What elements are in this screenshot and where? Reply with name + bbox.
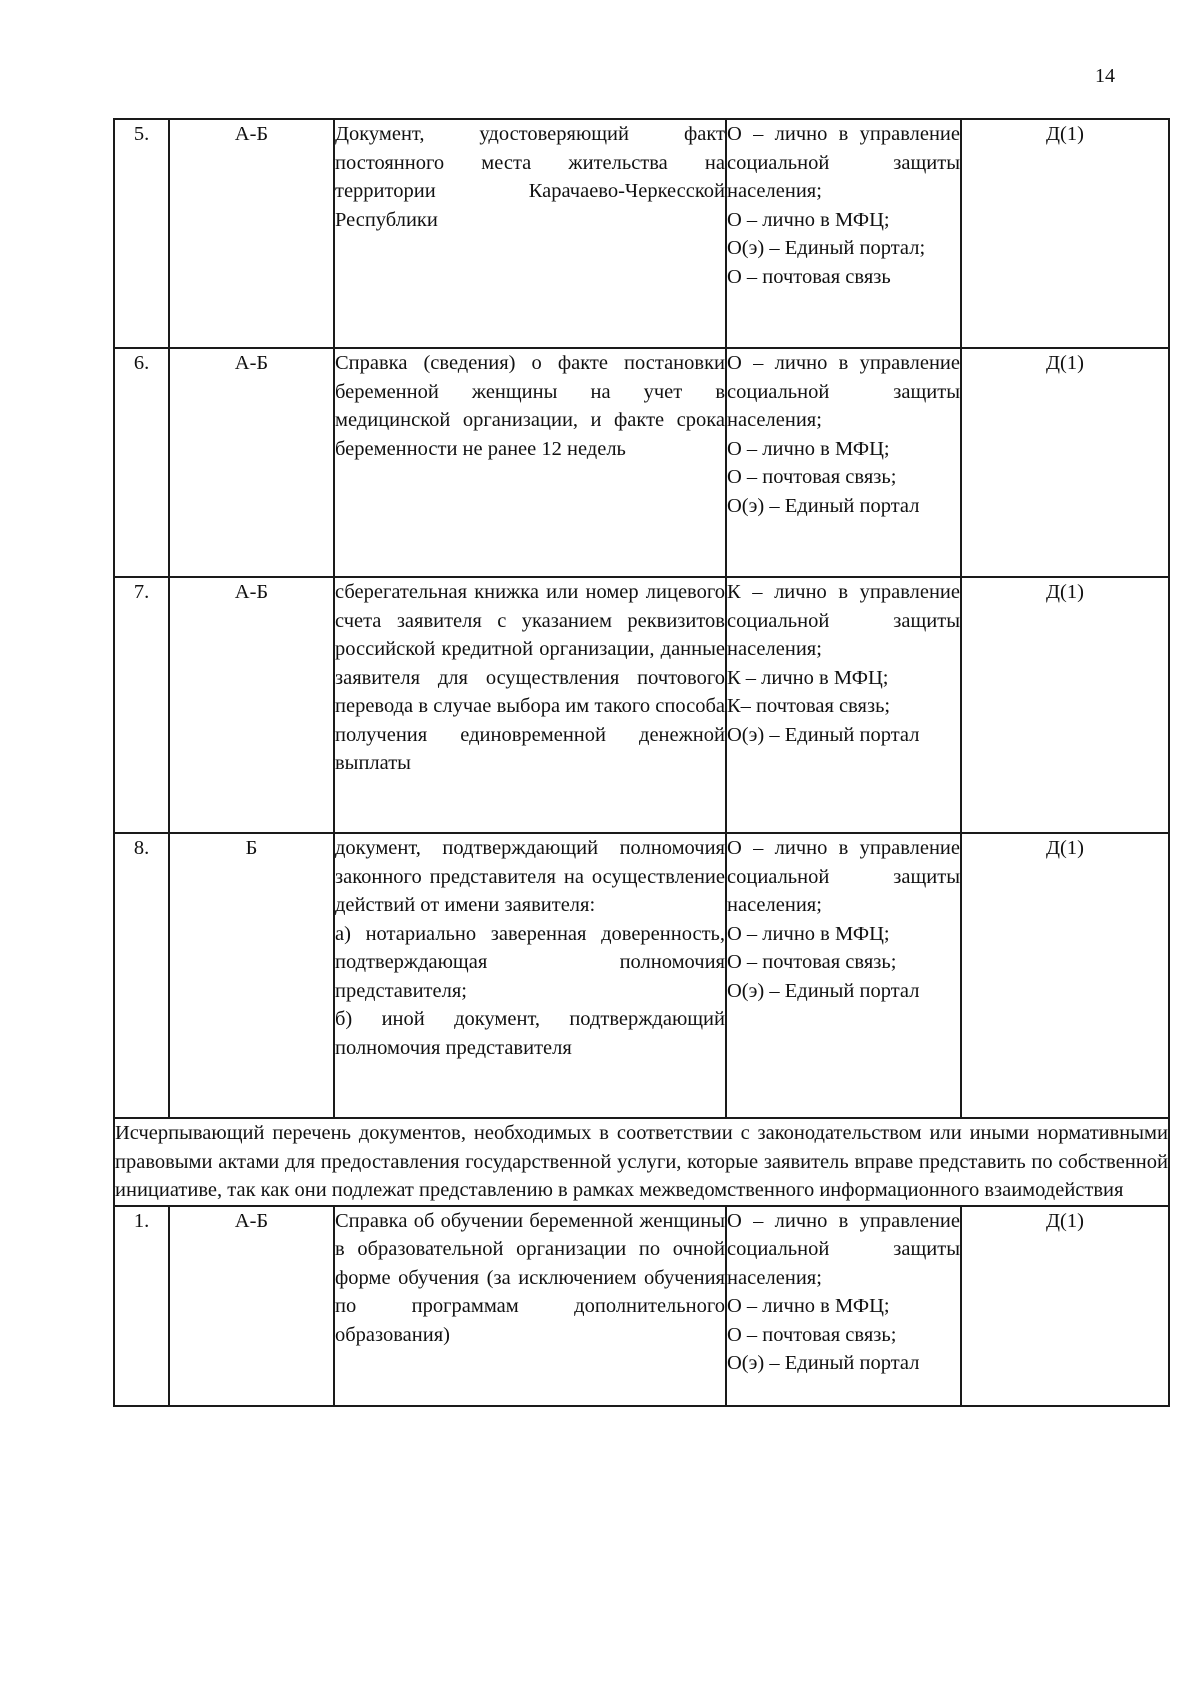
documents-table: [113, 118, 1170, 1407]
applicant-category: А-Б: [169, 119, 334, 348]
submission-method: К – лично в МФЦ;: [727, 666, 889, 689]
document-name: сберегательная книжка или номер лицевого счета заявителя с указанием реквизитов российской кредитной организации, данные заявителя для осуществления почтового перевода в случае выбора им такого способа получения единовременной денежной выплаты: [334, 577, 726, 833]
submission-method: О – лично в МФЦ;: [727, 437, 890, 460]
document-line: б) иной документ, подтверждающий полномочия представителя: [335, 1008, 725, 1059]
row-number: 8.: [114, 833, 169, 1118]
submission-method: О – лично в МФЦ;: [727, 922, 890, 945]
submission-method: О(э) – Единый портал: [727, 979, 920, 1002]
applicant-category: А-Б: [169, 1206, 334, 1406]
applicant-category: А-Б: [169, 577, 334, 833]
result-code: Д(1): [961, 348, 1169, 577]
submission-method: О – почтовая связь;: [727, 1323, 897, 1346]
result-code: Д(1): [961, 119, 1169, 348]
document-line: документ, подтверждающий полномочия законного представителя на осуществление действий от имени заявителя:: [335, 837, 725, 916]
submission-method: О – лично в МФЦ;: [727, 208, 890, 231]
table-row: [114, 119, 1169, 348]
submission-method: О – лично в управление социальной защиты населения;: [727, 837, 960, 916]
section-row: [114, 1118, 1169, 1206]
table-row: [114, 833, 1169, 1118]
submission-method: О – почтовая связь;: [727, 951, 897, 973]
result-code: Д(1): [961, 577, 1169, 833]
submission-method: О – лично в МФЦ;: [727, 1295, 890, 1317]
result-code: Д(1): [961, 1206, 1169, 1406]
submission-method: К – лично в управление социальной защиты населения;: [727, 581, 960, 660]
submission-methods: [726, 348, 961, 577]
applicant-category: Б: [169, 833, 334, 1118]
row-number: 7.: [114, 577, 169, 833]
submission-method: О(э) – Единый портал: [727, 1352, 920, 1374]
submission-method: О – лично в управление социальной защиты населения;: [727, 352, 960, 431]
submission-method: О – почтовая связь: [727, 265, 891, 288]
result-code: Д(1): [961, 833, 1169, 1118]
submission-method: О – лично в управление социальной защиты населения;: [727, 123, 960, 202]
table-row: [114, 1206, 1169, 1406]
table-row: [114, 348, 1169, 577]
section-heading: Исчерпывающий перечень документов, необходимых в соответствии с законодательством или иными нормативными правовыми актами для предоставления государственной услуги, которые заявитель вправе представить по собственной инициативе, так как они подлежат представлению в рамках межведомственного информационного взаимодействия: [114, 1118, 1169, 1206]
document-name: Справка (сведения) о факте постановки беременной женщины на учет в медицинской организации, и факте срока беременности не ранее 12 недель: [334, 348, 726, 577]
table-row: [114, 577, 1169, 833]
submission-method: К– почтовая связь;: [727, 695, 891, 717]
submission-method: О(э) – Единый портал;: [727, 237, 926, 259]
document-name: Справка об обучении беременной женщины в образовательной организации по очной форме обучения (за исключением обучения по программам дополнительного образования): [334, 1206, 726, 1406]
row-number: 5.: [114, 119, 169, 348]
applicant-category: А-Б: [169, 348, 334, 577]
submission-method: О(э) – Единый портал: [727, 723, 920, 746]
submission-method: О – почтовая связь;: [727, 466, 897, 488]
submission-methods: [726, 1206, 961, 1406]
submission-methods: [726, 119, 961, 348]
document-line: а) нотариально заверенная доверенность, подтверждающая полномочия представителя;: [335, 922, 725, 1002]
document-name: Документ, удостоверяющий факт постоянного места жительства на территории Карачаево-Черкесской Республики: [334, 119, 726, 348]
submission-method: О – лично в управление социальной защиты населения;: [727, 1209, 960, 1289]
submission-methods: [726, 833, 961, 1118]
document-name: [334, 833, 726, 1118]
page-number: 14: [1095, 65, 1115, 87]
submission-method: О(э) – Единый портал: [727, 494, 920, 517]
submission-methods: [726, 577, 961, 833]
row-number: 1.: [114, 1206, 169, 1406]
row-number: 6.: [114, 348, 169, 577]
